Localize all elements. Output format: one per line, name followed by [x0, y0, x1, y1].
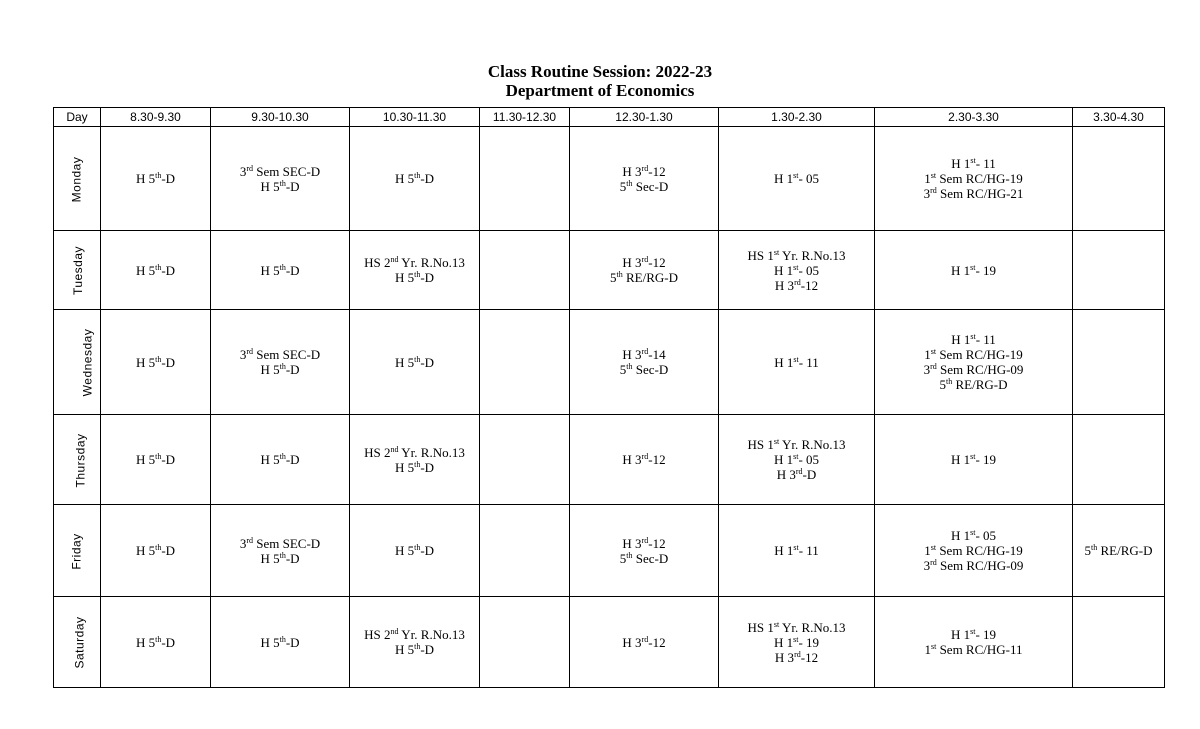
day-label: Thursday: [73, 432, 88, 488]
class-entry: H 5th-D: [394, 270, 435, 285]
ordinal-suffix: th: [626, 178, 633, 188]
ordinal-suffix: rd: [795, 467, 803, 476]
header-time-slot: 12.30-1.30: [570, 108, 719, 127]
ordinal-suffix: st: [930, 171, 937, 180]
class-entry: H 1st- 11: [951, 156, 996, 171]
class-entry: H 3rd-12: [622, 535, 666, 551]
class-entry: HS 2nd Yr. R.No.13: [364, 444, 465, 460]
department-title: Department of Economics: [505, 81, 695, 100]
class-entry: H 1st- 19: [950, 452, 997, 467]
day-label: Wednesday: [80, 328, 95, 397]
class-entry: H 3rd-12: [622, 634, 666, 650]
ordinal-suffix: rd: [641, 535, 649, 545]
class-cell: [211, 127, 350, 231]
class-cell: [875, 415, 1073, 505]
ordinal-suffix: st: [970, 528, 976, 537]
class-entry: H 1st- 19: [950, 627, 997, 642]
class-entry: 3rd Sem RC/HG-21: [923, 186, 1024, 201]
class-cell: [875, 231, 1073, 310]
ordinal-suffix: th: [414, 642, 421, 651]
class-entry: H 1st- 05: [773, 171, 820, 186]
day-label: Saturday: [72, 616, 87, 669]
ordinal-suffix: th: [279, 634, 286, 644]
ordinal-suffix: th: [414, 171, 421, 180]
ordinal-suffix: rd: [246, 347, 253, 356]
class-entry: H 5th-D: [394, 543, 435, 558]
header-time-slot: 2.30-3.30: [875, 108, 1073, 127]
ordinal-suffix: st: [970, 332, 976, 341]
class-entry: H 1st- 11: [951, 332, 996, 347]
ordinal-suffix: th: [279, 452, 286, 461]
ordinal-suffix: st: [970, 262, 976, 272]
class-cell: [570, 231, 719, 310]
ordinal-suffix: th: [414, 354, 421, 364]
class-cell: [480, 505, 570, 597]
class-entry: H 5th-D: [394, 354, 435, 370]
table-row: [54, 310, 1165, 415]
class-cell: [101, 415, 211, 505]
routine-table: [53, 107, 1165, 688]
class-cell: [1073, 505, 1165, 597]
class-cell: [1073, 231, 1165, 310]
class-entry: 5th RE/RG-D: [1084, 543, 1153, 558]
class-cell: [875, 505, 1073, 597]
class-entry: H 5th-D: [260, 262, 300, 278]
ordinal-suffix: th: [616, 270, 623, 279]
class-cell: [211, 415, 350, 505]
class-cell: [350, 310, 480, 415]
day-cell: [54, 415, 101, 505]
ordinal-suffix: st: [793, 452, 799, 461]
day-label: Friday: [69, 532, 84, 570]
class-entry: H 3rd-14: [622, 347, 666, 362]
day-label: Monday: [69, 156, 84, 202]
ordinal-suffix: nd: [390, 444, 399, 454]
ordinal-suffix: st: [793, 171, 799, 180]
class-entry: H 1st- 19: [773, 634, 820, 650]
table-row: [54, 415, 1165, 505]
class-entry: H 1st- 11: [774, 354, 819, 370]
ordinal-suffix: th: [155, 634, 162, 644]
class-cell: [101, 310, 211, 415]
class-entry: H 1st- 05: [773, 452, 820, 467]
header-time-slot: 11.30-12.30: [480, 108, 570, 127]
class-cell: [480, 127, 570, 231]
ordinal-suffix: nd: [390, 627, 399, 636]
class-cell: [101, 231, 211, 310]
class-entry: H 5th-D: [260, 362, 300, 377]
class-cell: [350, 597, 480, 688]
class-cell: [211, 231, 350, 310]
ordinal-suffix: rd: [930, 362, 937, 371]
class-entry: 5th Sec-D: [619, 550, 669, 566]
class-cell: [211, 310, 350, 415]
table-row: [54, 127, 1165, 231]
ordinal-suffix: th: [155, 543, 162, 552]
header-row: [54, 108, 1165, 127]
header-time-slot: 3.30-4.30: [1073, 108, 1165, 127]
header-day: Day: [54, 108, 101, 127]
class-entry: H 5th-D: [260, 452, 300, 467]
day-cell: [54, 505, 101, 597]
class-entry: 3rd Sem SEC-D: [239, 347, 321, 362]
ordinal-suffix: st: [970, 452, 976, 461]
ordinal-suffix: st: [773, 247, 780, 257]
class-cell: [101, 597, 211, 688]
ordinal-suffix: th: [626, 550, 633, 560]
table-row: [54, 597, 1165, 688]
ordinal-suffix: rd: [246, 535, 253, 545]
class-cell: [719, 505, 875, 597]
ordinal-suffix: th: [1091, 543, 1098, 552]
header-time-slot: 1.30-2.30: [719, 108, 875, 127]
ordinal-suffix: th: [414, 543, 421, 552]
ordinal-suffix: rd: [641, 452, 649, 461]
day-cell: [54, 127, 101, 231]
class-entry: H 5th-D: [135, 262, 176, 278]
class-entry: 5th RE/RG-D: [939, 377, 1008, 392]
class-entry: HS 1st Yr. R.No.13: [747, 437, 846, 452]
ordinal-suffix: rd: [641, 347, 649, 356]
class-entry: HS 2nd Yr. R.No.13: [364, 627, 465, 642]
header-time-slot: 9.30-10.30: [211, 108, 350, 127]
class-cell: [875, 310, 1073, 415]
class-entry: H 3rd-12: [622, 255, 666, 270]
ordinal-suffix: st: [930, 642, 937, 651]
class-cell: [719, 231, 875, 310]
class-cell: [211, 597, 350, 688]
ordinal-suffix: rd: [930, 186, 937, 195]
class-cell: [350, 505, 480, 597]
ordinal-suffix: rd: [930, 558, 937, 567]
class-entry: H 5th-D: [394, 171, 435, 186]
class-cell: [480, 310, 570, 415]
class-entry: H 5th-D: [394, 642, 435, 657]
ordinal-suffix: th: [626, 362, 633, 371]
ordinal-suffix: th: [946, 377, 953, 386]
class-entry: H 5th-D: [135, 543, 176, 558]
class-cell: [719, 310, 875, 415]
table-body: [54, 127, 1165, 688]
class-cell: [1073, 310, 1165, 415]
class-entry: H 5th-D: [135, 171, 176, 186]
class-entry: 1st Sem RC/HG-19: [924, 347, 1023, 362]
class-entry: 5th Sec-D: [619, 362, 669, 377]
ordinal-suffix: st: [970, 627, 976, 636]
class-entry: 5th RE/RG-D: [610, 270, 678, 285]
ordinal-suffix: rd: [641, 634, 649, 644]
ordinal-suffix: st: [793, 543, 799, 552]
table-row: [54, 231, 1165, 310]
class-entry: HS 1st Yr. R.No.13: [747, 247, 846, 263]
day-label: Tuesday: [71, 245, 86, 296]
class-cell: [1073, 415, 1165, 505]
class-entry: H 5th-D: [135, 354, 176, 370]
day-cell: [54, 231, 101, 310]
class-cell: [101, 127, 211, 231]
header-time-slot: 8.30-9.30: [101, 108, 211, 127]
class-cell: [1073, 597, 1165, 688]
class-cell: [570, 127, 719, 231]
ordinal-suffix: st: [930, 347, 937, 356]
ordinal-suffix: th: [279, 362, 286, 371]
class-entry: HS 2nd Yr. R.No.13: [364, 255, 465, 270]
class-entry: H 1st- 05: [773, 262, 820, 278]
ordinal-suffix: st: [793, 634, 799, 644]
ordinal-suffix: st: [970, 156, 976, 165]
header-time-slot: 10.30-11.30: [350, 108, 480, 127]
class-cell: [480, 415, 570, 505]
class-entry: H 5th-D: [135, 634, 176, 650]
ordinal-suffix: rd: [794, 277, 801, 287]
class-entry: H 3rd-12: [622, 163, 666, 179]
class-entry: H 5th-D: [135, 452, 176, 467]
class-entry: H 3rd-D: [776, 467, 817, 482]
ordinal-suffix: th: [155, 452, 162, 461]
ordinal-suffix: st: [773, 437, 780, 446]
class-entry: H 5th-D: [260, 634, 300, 650]
ordinal-suffix: th: [155, 354, 162, 364]
ordinal-suffix: rd: [641, 255, 649, 264]
class-cell: [350, 415, 480, 505]
class-entry: 3rd Sem RC/HG-09: [923, 362, 1024, 377]
class-entry: H 1st- 05: [950, 528, 997, 543]
class-cell: [480, 597, 570, 688]
ordinal-suffix: th: [414, 459, 421, 469]
class-cell: [211, 505, 350, 597]
class-entry: H 5th-D: [260, 550, 300, 566]
class-entry: 3rd Sem SEC-D: [239, 163, 321, 179]
class-entry: 5th Sec-D: [619, 178, 669, 194]
document-title: Class Routine Session: 2022-23: [487, 62, 713, 81]
class-cell: [719, 127, 875, 231]
ordinal-suffix: th: [414, 270, 421, 279]
day-cell: [54, 310, 101, 415]
class-cell: [480, 231, 570, 310]
class-entry: H 3rd-12: [622, 452, 666, 467]
ordinal-suffix: st: [773, 619, 780, 629]
ordinal-suffix: nd: [390, 255, 399, 264]
ordinal-suffix: th: [155, 262, 162, 272]
ordinal-suffix: rd: [794, 649, 801, 659]
class-cell: [719, 415, 875, 505]
day-cell: [54, 597, 101, 688]
class-entry: 1st Sem RC/HG-11: [924, 642, 1023, 657]
ordinal-suffix: rd: [641, 163, 649, 173]
class-cell: [570, 505, 719, 597]
class-entry: 1st Sem RC/HG-19: [924, 543, 1023, 558]
class-cell: [1073, 127, 1165, 231]
class-cell: [875, 127, 1073, 231]
class-entry: H 1st- 11: [774, 543, 819, 558]
class-cell: [719, 597, 875, 688]
class-cell: [570, 415, 719, 505]
ordinal-suffix: th: [279, 550, 286, 560]
class-cell: [570, 597, 719, 688]
ordinal-suffix: th: [279, 178, 286, 188]
class-entry: H 3rd-12: [774, 649, 819, 665]
ordinal-suffix: rd: [246, 163, 253, 173]
ordinal-suffix: st: [793, 354, 799, 364]
class-cell: [350, 231, 480, 310]
class-entry: 3rd Sem SEC-D: [239, 535, 321, 551]
class-entry: HS 1st Yr. R.No.13: [747, 619, 846, 635]
class-entry: 3rd Sem RC/HG-09: [923, 558, 1024, 573]
ordinal-suffix: st: [793, 262, 799, 272]
class-cell: [875, 597, 1073, 688]
class-cell: [101, 505, 211, 597]
ordinal-suffix: st: [930, 543, 937, 552]
ordinal-suffix: th: [279, 262, 286, 272]
class-entry: H 5th-D: [394, 459, 435, 475]
table-row: [54, 505, 1165, 597]
class-cell: [570, 310, 719, 415]
class-entry: H 1st- 19: [950, 262, 997, 278]
class-entry: 1st Sem RC/HG-19: [924, 171, 1023, 186]
ordinal-suffix: th: [155, 171, 162, 180]
class-entry: H 5th-D: [260, 178, 300, 194]
class-entry: H 3rd-12: [774, 277, 819, 293]
class-cell: [350, 127, 480, 231]
